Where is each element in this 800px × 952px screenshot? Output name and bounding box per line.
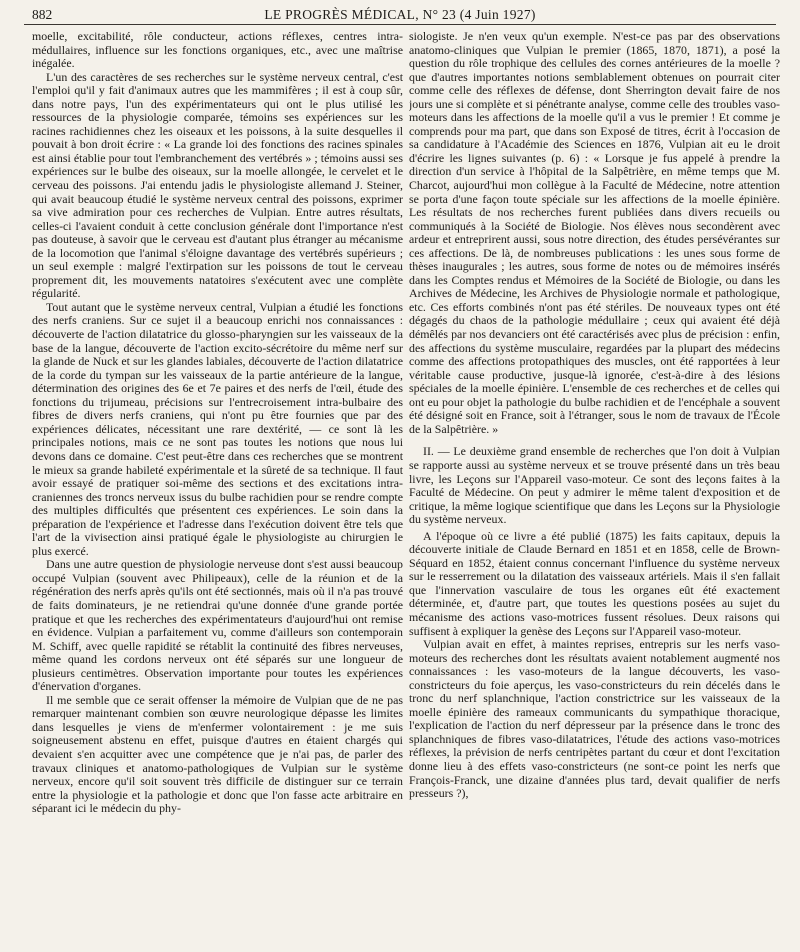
- paragraph: Dans une autre question de physiologie nerveuse dont s'est aussi beaucoup occupé Vulpian (souvent avec Philipeaux), celle de la réunion et de la régénération des nerfs après qu'ils ont été sectionnés, mais où il n'a pas trouvé de faits dominateurs, je ne retiendrai qu'une donnée d'une grande portée pratique et que les recherches des expérimentateurs d'aujourd'hui ont remise en évidence. Vulpian a parfaitement vu, comme d'ailleurs son contemporain M. Schiff, avec quelle rapidité se rétablit la continuité des fibres nerveuses, même quand les cordons nerveux ont été séparés sur une longueur de plusieurs centimètres. Observation importante pour toutes les expériences d'énervation d'organes.: [32, 557, 403, 694]
- paragraph: moelle, excitabilité, rôle conducteur, actions réflexes, centres intra-médullaires, influence sur les fonctions organiques, etc., avec une maîtrise inégalée.: [32, 30, 403, 71]
- article-body: [32, 30, 780, 946]
- paragraph: Vulpian avait en effet, à maintes reprises, entrepris sur les nerfs vaso-moteurs des recherches dont les résultats avaient notablement augmenté nos connaissances : les vaso-moteurs de la langue découverts, les vaso-constricteurs du foie aperçus, les vaso-constricteurs du rein décelés dans le tronc du nerf splanchnique, l'action constrictrice sur les vaisseaux de la moelle épinière des rameaux communicants du sympathique thoracique, l'explication de l'action du nerf dépresseur par la présence dans le tronc des splanchniques de fibres vaso-dilatatrices, l'étude des actions vaso-motrices réflexes, la prévision de nerfs centripètes partant du cœur et dont l'excitation donne lieu à des effets vaso-constricteurs (ne sont-ce point les nerfs que François-Franck, une dizaine d'années plus tard, devait qualifier de nerfs presseurs ?),: [409, 637, 780, 801]
- running-header: [24, 6, 776, 25]
- left-column: [32, 30, 403, 946]
- paragraph: Il me semble que ce serait offenser la mémoire de Vulpian que de ne pas remarquer maintenant combien son œuvre neurologique dépasse les limites dans lesquelles je viens de m'enfermer volontairement : je me suis soigneusement abstenu en effet, puisque d'autres en étaient chargés qui devaient s'en acquitter avec une compétence que je n'ai pas, de parler des travaux cliniques et anatomo-pathologiques de Vulpian sur le système nerveux, encore qu'il soit souvent très difficile de distinguer sur ce terrain entre la physiologie et la pathologie et donc que l'on fasse acte arbitraire en séparant ici le médecin du phy-: [32, 692, 403, 816]
- running-title: LE PROGRÈS MÉDICAL, N° 23 (4 Juin 1927): [264, 7, 536, 22]
- right-column: [409, 30, 780, 946]
- section-paragraph: II. — Le deuxième grand ensemble de recherches que l'on doit à Vulpian se rapporte aussi au système nerveux et se trouve présenté dans un très beau livre, les Leçons sur l'Appareil vaso-moteur. Ce sont des leçons faites à la Faculté de Médecine. On peut y admirer le même talent d'exposition et de critique, la même logique scientifique que dans les Leçons sur la Physiologie du système nerveux.: [409, 444, 780, 527]
- paragraph: siologiste. Je n'en veux qu'un exemple. N'est-ce pas par des observations anatomo-cliniques que Vulpian le premier (1865, 1870, 1871), a posé la question du rôle trophique des cellules des cornes antérieures de la moelle ? que d'autres importantes notions semblablement obtenues on pourrait citer comme celle des réflexes de défense, dont Sherrington devait faire de nos jours une si complète et si pénétrante analyse, comme celle des troubles vaso-moteurs dans les affections de la moelle qu'il a vus le premier ! Et comme je comprends pour ma part, que dans son Exposé de titres, écrit à l'occasion de sa candidature à l'Académie des Sciences en 1876, Vulpian ait eu le droit d'écrire les lignes suivantes (p. 6) : « Lorsque je fus appelé à prendre la direction d'un service à l'hôpital de la Salpêtrière, en même temps que M. Charcot, aujourd'hui mon collègue à la Faculté de Médecine, notre attention se porta d'une façon toute spéciale sur les affections de la moelle épinière. Les résultats de nos recherches furent publiées dans divers recueils ou communiqués à la Société de Biologie. Nos élèves nous secondèrent avec ardeur et entreprirent aussi, sous notre direction, des études persévérantes sur ces affections. De là, de nombreuses publications : les unes sous forme de thèses inaugurales ; les autres, sous forme de notes ou de mémoires insérés dans les Comptes rendus et Mémoires de la Société de Biologie, ou dans les Archives de Médecine, les Archives de Physiologie normale et pathologique, etc. Ces efforts combinés n'ont pas été stériles. De nouveaux types ont été dégagés du chaos de la pathologie médullaire ; ceux qui avaient été déjà démêlés par nos devanciers ont été caractérisés avec plus de précision : enfin, des affections du système musculaire, regardées par la plupart des médecins comme des affections protopathiques des muscles, ont été rapportées à leur véritable cause productive, jusque-là ignorée, c'est-à-dire à des lésions spéciales de la moelle épinière. L'ensemble de ces recherches et de celles qui ont eu pour objet la pathologie du bulbe rachidien et de l'encéphale a souvent été désigné soit en France, soit à l'étranger, sous le nom de travaux de l'École de la Salpêtrière. »: [409, 30, 780, 436]
- paragraph: A l'époque où ce livre a été publié (1875) les faits capitaux, depuis la découverte initiale de Claude Bernard en 1851 et en 1858, celle de Brown-Séquard en 1852, étaient connus concernant l'influence du système nerveux sur le resserrement ou la dilatation des vaisseaux artériels. Mais il s'en fallait que l'innervation vasculaire de tous les organes eût été exactement déterminée, et, d'autre part, que toutes les questions posées au sujet du mécanisme des actions vaso-motrices fussent résolues. Deux raisons qui suffisent à expliquer la genèse des Leçons sur l'Appareil vaso-moteur.: [409, 528, 780, 638]
- paragraph: Tout autant que le système nerveux central, Vulpian a étudié les fonctions des nerfs craniens. Sur ce sujet il a beaucoup enrichi nos connaissances : découverte de l'action dilatatrice du glosso-pharyngien sur les vaisseaux de la base de la langue, découverte de l'action excito-sécrétoire du même nerf sur la glande de Nuck et sur les glandes labiales, découverte de l'action dilatatrice de la corde du tympan sur les vaisseaux de la partie antérieure de la langue, détermination des origines des 6e et 7e paires et des nerfs de l'œil, étude des fonctions du trijumeau, précisions sur l'entrecroisement intra-bulbaire des fibres de divers nerfs craniens, qui n'ont pu être fournies que par des expériences délicates, nécessitant une rare dextérité, — ce sont là les principales notions, mais ce ne sont pas toutes les notions que nous lui devons dans ce domaine. C'est peut-être dans ces recherches que se montrent le mieux sa grande habileté expérimentale et la sûreté de sa technique. Il faut avoir essayé de pratiquer soi-même des sections et des excitations intra-craniennes des troncs nerveux issus du bulbe rachidien pour se rendre compte des multiples difficultés que présentent ces expériences. Le soin dans la préparation de l'expérience et l'adresse dans l'exécution doivent être tels que l'art de la vivisection ainsi pratiqué égale le physiologiste au chirurgien le plus exercé.: [32, 299, 403, 558]
- page-number: 882: [32, 7, 53, 22]
- paragraph: L'un des caractères de ses recherches sur le système nerveux central, c'est l'emploi qu'il y fait d'animaux autres que les mammifères ; il est à coup sûr, dans notre pays, l'un des expérimentateurs qui ont le plus utilisé les ressources de la physiologie comparée, témoins ses expériences sur les racines rachidiennes chez les oiseaux et les poissons, à la suite desquelles il pouvait à bon droit écrire : « La grande loi des fonctions des racines spinales est ainsi établie pour tout l'embranchement des vertébrés » ; témoins aussi ses expériences sur le bulbe des oiseaux, sur la moelle allongée, le cervelet et le cerveau des poissons. J'ai entendu jadis le physiologiste allemand J. Steiner, qui avait beaucoup étudié le système nerveux central des poissons, exprimer sa vive admiration pour ces recherches de Vulpian. Entre autres résultats, celles-ci l'avaient conduit à cette conclusion générale dont l'importance n'est pas douteuse, à savoir que le cerveau est d'autant plus étranger au mécanisme de la locomotion que l'animal s'éloigne davantage des vertébrés supérieurs ; un seul exemple : malgré l'extirpation sur les poissons de tout le cerveau proprement dit, les mouvements natatoires s'exécutent avec une complète régularité.: [32, 69, 403, 301]
